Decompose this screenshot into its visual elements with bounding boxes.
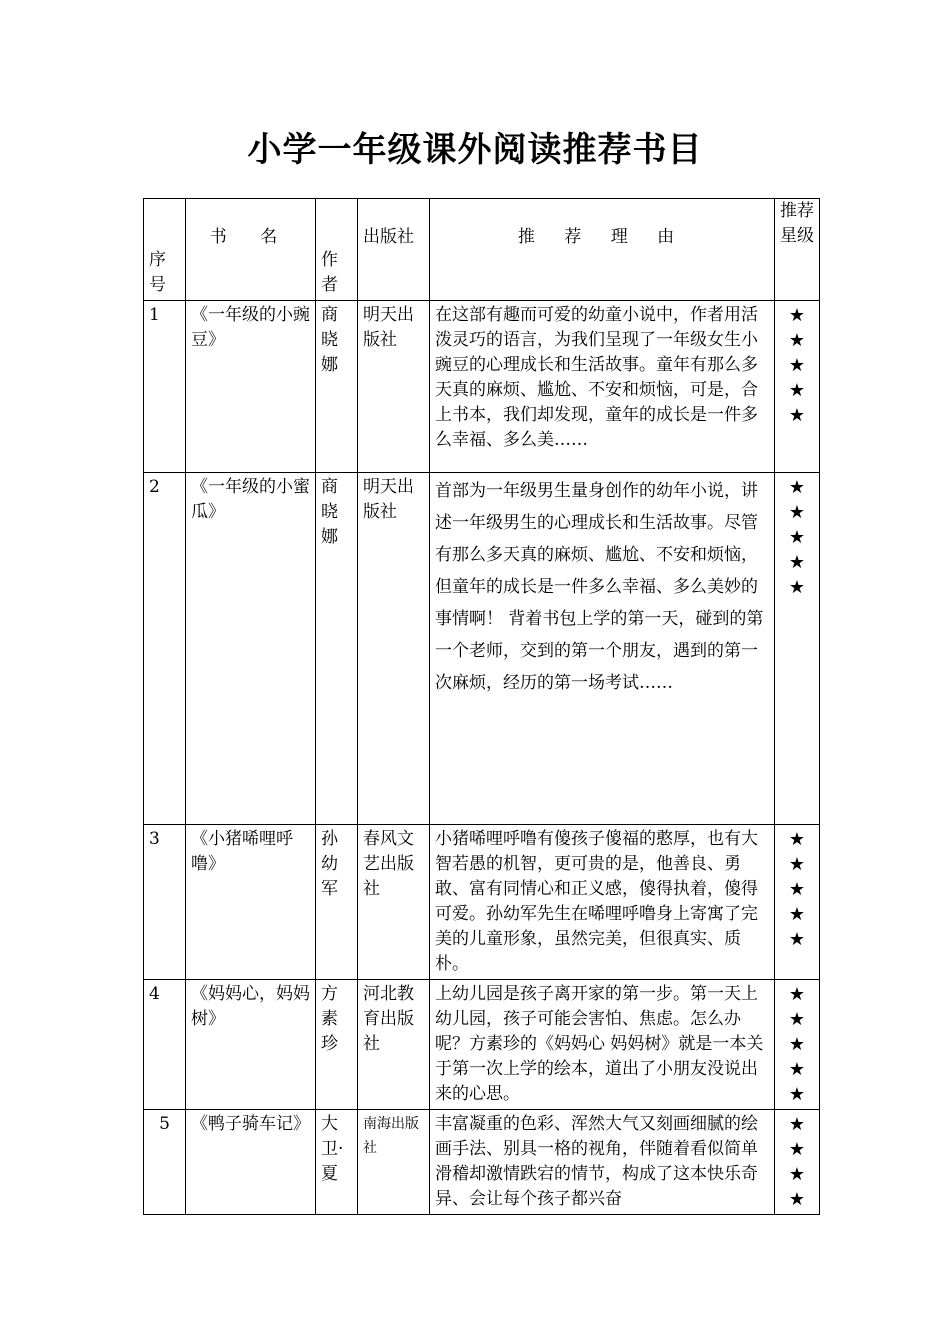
book-reason: 上幼儿园是孩子离开家的第一步。第一天上幼儿园，孩子可能会害怕、焦虑。怎么办呢？方素珍的《妈妈心 妈妈树》就是一本关于第一次上学的绘本，道出了小朋友没说出来的心思。 [430,980,775,1110]
row-no: 2 [144,473,186,825]
star-icon: ★ [788,577,806,598]
book-publisher: 明天出版社 [358,473,430,825]
book-publisher: 明天出版社 [358,301,430,473]
star-icon: ★ [788,829,806,850]
book-publisher: 春风文艺出版社 [358,825,430,980]
header-no: 序号 [144,199,186,301]
star-icon: ★ [788,1139,806,1160]
star-icon: ★ [788,1009,806,1030]
star-rating [775,473,820,825]
table-row [144,980,820,1110]
book-publisher: 河北教育出版社 [358,980,430,1110]
page-title: 小学一年级课外阅读推荐书目 [247,130,703,170]
star-icon: ★ [788,1189,806,1210]
star-icon: ★ [788,929,806,950]
star-icon: ★ [788,1114,806,1135]
header-row [144,199,820,301]
star-icon: ★ [788,502,806,523]
star-icon: ★ [788,527,806,548]
table-row [144,825,820,980]
star-icon: ★ [788,380,806,401]
star-rating [775,825,820,980]
star-icon: ★ [788,477,806,498]
book-reason: 在这部有趣而可爱的幼童小说中，作者用活泼灵巧的语言，为我们呈现了一年级女生小豌豆的心理成长和生活故事。童年有那么多天真的麻烦、尴尬、不安和烦恼，可是，合上书本，我们却发现，童年的成长是一件多么幸福、多么美…… [430,301,775,473]
book-title: 《小猪唏哩呼噜》 [186,825,316,980]
row-no: 1 [144,301,186,473]
star-icon: ★ [788,405,806,426]
row-no: 5 [144,1110,186,1215]
star-icon: ★ [788,854,806,875]
table-row [144,1110,820,1215]
table-row [144,301,820,473]
star-rating [775,980,820,1110]
header-publisher: 出版社 [358,199,430,301]
book-reason: 小猪唏哩呼噜有傻孩子傻福的憨厚，也有大智若愚的机智，更可贵的是，他善良、勇敢、富有同情心和正义感，傻得执着，傻得可爱。孙幼军先生在唏哩呼噜身上寄寓了完美的儿童形象，虽然完美，但很真实、质朴。 [430,825,775,980]
star-icon: ★ [788,1164,806,1185]
book-title: 《鸭子骑车记》 [186,1110,316,1215]
star-icon: ★ [788,305,806,326]
star-rating [775,301,820,473]
star-icon: ★ [788,355,806,376]
star-icon: ★ [788,879,806,900]
star-icon: ★ [788,330,806,351]
row-no: 3 [144,825,186,980]
book-author: 商晓娜 [316,301,358,473]
table-row [144,473,820,825]
book-author: 孙幼军 [316,825,358,980]
book-reason: 首部为一年级男生量身创作的幼年小说，讲述一年级男生的心理成长和生活故事。尽管有那么多天真的麻烦、尴尬、不安和烦恼，但童年的成长是一件多么幸福、多么美妙的事情啊！ 背着书包上学的第一天，碰到的第一个老师，交到的第一个朋友，遇到的第一次麻烦，经历的第一场考试…… [430,473,775,825]
header-reason: 推 荐 理 由 [430,199,775,301]
star-icon: ★ [788,552,806,573]
star-icon: ★ [788,904,806,925]
header-name: 书 名 [186,199,316,301]
book-author: 商晓娜 [316,473,358,825]
book-author: 大卫·夏 [316,1110,358,1215]
star-icon: ★ [788,1034,806,1055]
book-author: 方素珍 [316,980,358,1110]
book-reason: 丰富凝重的色彩、浑然大气又刻画细腻的绘画手法、别具一格的视角，伴随着看似简单滑稽却激情跌宕的情节，构成了这本快乐奇异、会让每个孩子都兴奋 [430,1110,775,1215]
star-icon: ★ [788,1084,806,1105]
book-title: 《一年级的小蜜瓜》 [186,473,316,825]
book-title: 《妈妈心，妈妈树》 [186,980,316,1110]
header-stars: 推荐星级 [775,199,820,301]
star-rating [775,1110,820,1215]
row-no: 4 [144,980,186,1110]
star-icon: ★ [788,984,806,1005]
header-author: 作者 [316,199,358,301]
book-publisher: 南海出版社 [358,1110,430,1215]
book-title: 《一年级的小豌豆》 [186,301,316,473]
star-icon: ★ [788,1059,806,1080]
book-list-table [143,198,820,1215]
